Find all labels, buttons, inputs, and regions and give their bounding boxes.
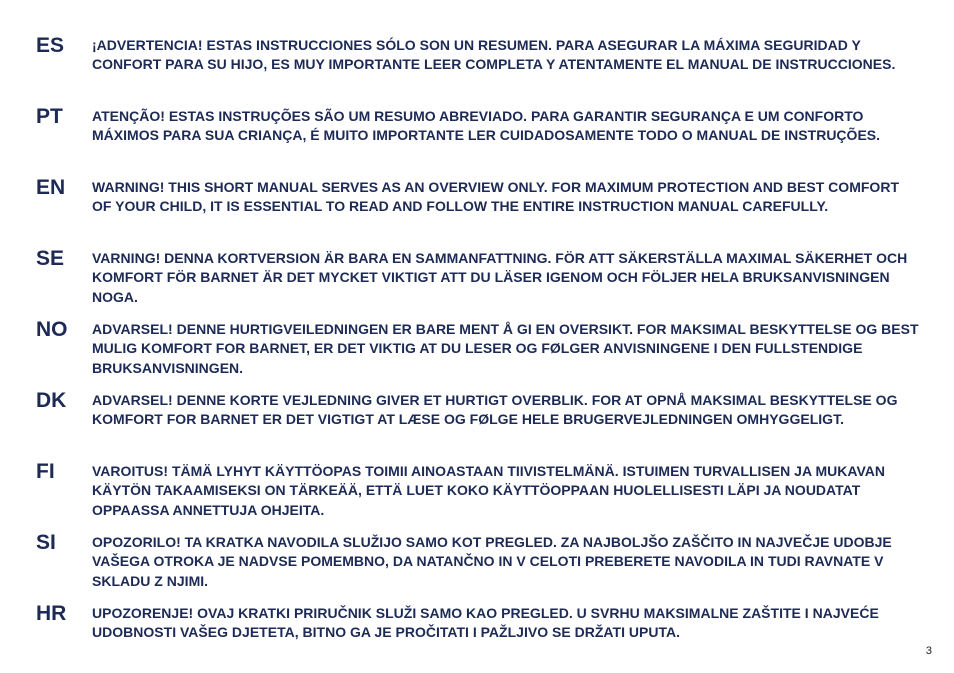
- warning-text: ATENÇÃO! ESTAS INSTRUÇÕES SÃO UM RESUMO ABREVIADO. PARA GARANTIR SEGURANÇA E UM CONFORTO MÁXIMOS PARA SUA CRIANÇA, É MUITO IMPORTANTE LER CUIDADOSAMENTE TODO O MANUAL DE INSTRUÇÕES.: [92, 108, 881, 144]
- warning-entry-dk: [36, 389, 922, 460]
- warning-entry-fi: [36, 460, 922, 531]
- warning-entry-en: [36, 176, 922, 247]
- warnings-list: [36, 34, 922, 673]
- language-code: SE: [36, 247, 65, 270]
- warning-entry-pt: [36, 105, 922, 176]
- warning-text: WARNING! THIS SHORT MANUAL SERVES AS AN OVERVIEW ONLY. FOR MAXIMUM PROTECTION AND BEST COMFORT OF YOUR CHILD, IT IS ESSENTIAL TO READ AND FOLLOW THE ENTIRE INSTRUCTION MANUAL CAREFULLY.: [92, 179, 900, 215]
- language-code: NO: [36, 318, 68, 341]
- warning-text: ADVARSEL! DENNE HURTIGVEILEDNINGEN ER BARE MENT Å GI EN OVERSIKT. FOR MAKSIMAL BESKYTTELSE OG BEST MULIG KOMFORT FOR BARNET, ER DET VIKTIG AT DU LESER OG FØLGER ANVISNINGENE I DEN FULLSTENDIGE BRUKSANVISNINGEN.: [92, 321, 919, 376]
- language-code: SI: [36, 531, 56, 554]
- warning-entry-hr: [36, 602, 922, 673]
- warning-entry-es: [36, 34, 922, 105]
- language-code: PT: [36, 105, 63, 128]
- warning-entry-si: [36, 531, 922, 602]
- warning-text: UPOZORENJE! OVAJ KRATKI PRIRUČNIK SLUŽI SAMO KAO PREGLED. U SVRHU MAKSIMALNE ZAŠTITE I NAJVEĆE UDOBNOSTI VAŠEG DJETETA, BITNO GA JE PROČITATI I PAŽLJIVO SE DRŽATI UPUTA.: [92, 605, 879, 641]
- language-code: FI: [36, 460, 55, 483]
- language-code: DK: [36, 389, 67, 412]
- language-code: ES: [36, 34, 65, 57]
- warning-text: VAROITUS! TÄMÄ LYHYT KÄYTTÖOPAS TOIMII AINOASTAAN TIIVISTELMÄNÄ. ISTUIMEN TURVALLISEN JA MUKAVAN KÄYTÖN TAKAAMISEKSI ON TÄRKEÄÄ, ETTÄ LUET KOKO KÄYTTÖOPPAAN HUOLELLISESTI LÄPI JA NOUDATAT OPPAASSA ANNETTUJA OHJEITA.: [92, 463, 886, 518]
- warning-text: VARNING! DENNA KORTVERSION ÄR BARA EN SAMMANFATTNING. FÖR ATT SÄKERSTÄLLA MAXIMAL SÄKERHET OCH KOMFORT FÖR BARNET ÄR DET MYCKET VIKTIGT ATT DU LÄSER IGENOM OCH FÖLJER HELA BRUKSANVISNINGEN NOGA.: [92, 250, 908, 305]
- language-code: EN: [36, 176, 66, 199]
- warning-text: ADVARSEL! DENNE KORTE VEJLEDNING GIVER ET HURTIGT OVERBLIK. FOR AT OPNÅ MAKSIMAL BESKYTTELSE OG KOMFORT FOR BARNET ER DET VIGTIGT AT LÆSE OG FØLGE HELE BRUGERVEJLEDNINGEN OMHYGGELIGT.: [92, 392, 898, 428]
- warning-text: ¡ADVERTENCIA! ESTAS INSTRUCCIONES SÓLO SON UN RESUMEN. PARA ASEGURAR LA MÁXIMA SEGURIDAD Y CONFORT PARA SU HIJO, ES MUY IMPORTANTE LEER COMPLETA Y ATENTAMENTE EL MANUAL DE INSTRUCCIONES.: [92, 37, 896, 73]
- warning-entry-se: [36, 247, 922, 318]
- warning-text: OPOZORILO! TA KRATKA NAVODILA SLUŽIJO SAMO KOT PREGLED. ZA NAJBOLJŠO ZAŠČITO IN NAJVEČJE UDOBJE VAŠEGA OTROKA JE NADVSE POMEMBNO, DA NATANČNO IN V CELOTI PREBERETE NAVODILA IN TUDI RAVNATE V SKLADU Z NJIMI.: [92, 534, 892, 589]
- language-code: HR: [36, 602, 67, 625]
- page-number: 3: [925, 645, 932, 657]
- warning-entry-no: [36, 318, 922, 389]
